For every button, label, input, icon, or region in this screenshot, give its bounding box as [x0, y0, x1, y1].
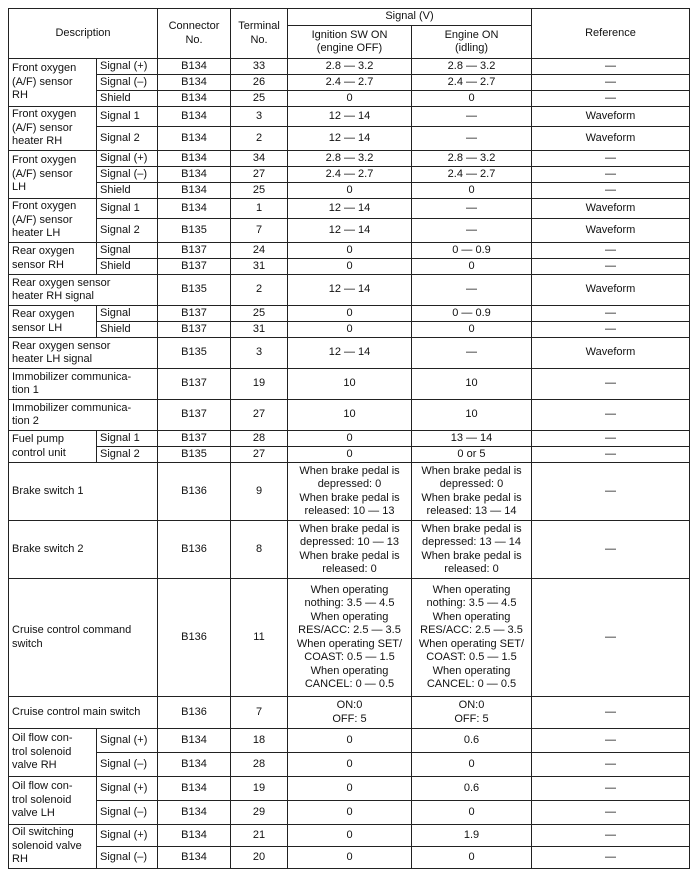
engine-value-cell: —	[412, 275, 532, 306]
table-row	[9, 259, 690, 275]
table-row	[9, 199, 690, 219]
row-description: Immobilizer communica- tion 2	[9, 400, 158, 431]
connector-cell: B134	[158, 183, 231, 199]
terminal-cell: 33	[231, 59, 288, 75]
connector-cell: B136	[158, 579, 231, 697]
engine-value-cell: 0	[412, 847, 532, 869]
ignition-value-cell: 12 — 14	[288, 107, 412, 127]
ignition-value-cell: 12 — 14	[288, 275, 412, 306]
header-ignition: Ignition SW ON (engine OFF)	[288, 26, 412, 59]
terminal-cell: 18	[231, 729, 288, 753]
reference-cell: —	[532, 777, 690, 801]
table-row	[9, 521, 690, 579]
terminal-cell: 20	[231, 847, 288, 869]
table-row	[9, 847, 690, 869]
terminal-cell: 27	[231, 447, 288, 463]
table-row	[9, 306, 690, 322]
ignition-value-cell: 0	[288, 753, 412, 777]
connector-cell: B137	[158, 431, 231, 447]
reference-cell: Waveform	[532, 338, 690, 369]
terminal-cell: 28	[231, 431, 288, 447]
engine-value-cell: 2.8 — 3.2	[412, 151, 532, 167]
ignition-value-cell: 12 — 14	[288, 127, 412, 151]
table-row	[9, 243, 690, 259]
ignition-value-cell: 0	[288, 801, 412, 825]
connector-cell: B134	[158, 753, 231, 777]
row-description: Brake switch 1	[9, 463, 158, 521]
connector-cell: B134	[158, 199, 231, 219]
row-description: Front oxygen (A/F) sensor heater LH	[9, 199, 97, 243]
table-row	[9, 579, 690, 697]
terminal-cell: 19	[231, 777, 288, 801]
row-description: Oil flow con- trol solenoid valve RH	[9, 729, 97, 777]
reference-cell: —	[532, 369, 690, 400]
connector-cell: B135	[158, 447, 231, 463]
ignition-value-cell: 12 — 14	[288, 338, 412, 369]
row-sub-signal: Signal (–)	[97, 801, 158, 825]
reference-cell: —	[532, 259, 690, 275]
connector-cell: B137	[158, 369, 231, 400]
row-description: Rear oxygen sensor heater RH signal	[9, 275, 158, 306]
engine-value-cell: 0	[412, 753, 532, 777]
table-body	[9, 59, 690, 869]
reference-cell: —	[532, 825, 690, 847]
row-sub-signal: Shield	[97, 322, 158, 338]
reference-cell: —	[532, 322, 690, 338]
terminal-cell: 31	[231, 259, 288, 275]
row-sub-signal: Signal 1	[97, 199, 158, 219]
reference-cell: —	[532, 75, 690, 91]
engine-value-cell: 0 — 0.9	[412, 243, 532, 259]
reference-cell: Waveform	[532, 275, 690, 306]
row-description: Brake switch 2	[9, 521, 158, 579]
reference-cell: —	[532, 729, 690, 753]
header-description: Description	[9, 9, 158, 59]
engine-value-cell: When operating nothing: 3.5 — 4.5 When operating RES/ACC: 2.5 — 3.5 When operating SET/ COAST: 0.5 — 1.5 When operating CANCEL: 0 — 0.5	[412, 579, 532, 697]
table-row	[9, 338, 690, 369]
reference-cell: —	[532, 91, 690, 107]
terminal-cell: 3	[231, 338, 288, 369]
row-description: Cruise control main switch	[9, 697, 158, 729]
reference-cell: —	[532, 431, 690, 447]
row-sub-signal: Shield	[97, 259, 158, 275]
ignition-value-cell: 2.8 — 3.2	[288, 151, 412, 167]
connector-cell: B134	[158, 91, 231, 107]
engine-value-cell: —	[412, 107, 532, 127]
ignition-value-cell: 0	[288, 729, 412, 753]
table-row	[9, 400, 690, 431]
row-sub-signal: Signal (+)	[97, 825, 158, 847]
connector-cell: B134	[158, 167, 231, 183]
table-row	[9, 127, 690, 151]
reference-cell: —	[532, 167, 690, 183]
reference-cell: —	[532, 306, 690, 322]
ignition-value-cell: 12 — 14	[288, 219, 412, 243]
row-sub-signal: Signal (–)	[97, 75, 158, 91]
engine-value-cell: 0.6	[412, 729, 532, 753]
terminal-cell: 24	[231, 243, 288, 259]
engine-value-cell: 1.9	[412, 825, 532, 847]
ignition-value-cell: 0	[288, 447, 412, 463]
table-row	[9, 183, 690, 199]
connector-cell: B134	[158, 107, 231, 127]
row-sub-signal: Signal 2	[97, 447, 158, 463]
terminal-cell: 27	[231, 400, 288, 431]
row-sub-signal: Signal (–)	[97, 167, 158, 183]
ignition-value-cell: When operating nothing: 3.5 — 4.5 When operating RES/ACC: 2.5 — 3.5 When operating SET/ COAST: 0.5 — 1.5 When operating CANCEL: 0 — 0.5	[288, 579, 412, 697]
table-row	[9, 167, 690, 183]
terminal-cell: 3	[231, 107, 288, 127]
row-sub-signal: Signal	[97, 306, 158, 322]
header-engine: Engine ON (idling)	[412, 26, 532, 59]
engine-value-cell: When brake pedal is depressed: 0 When brake pedal is released: 13 — 14	[412, 463, 532, 521]
engine-value-cell: ON:0 OFF: 5	[412, 697, 532, 729]
engine-value-cell: 2.4 — 2.7	[412, 167, 532, 183]
connector-cell: B134	[158, 59, 231, 75]
row-sub-signal: Shield	[97, 91, 158, 107]
table-row	[9, 753, 690, 777]
ignition-value-cell: 0	[288, 777, 412, 801]
reference-cell: —	[532, 847, 690, 869]
terminal-cell: 25	[231, 306, 288, 322]
terminal-cell: 19	[231, 369, 288, 400]
row-sub-signal: Signal	[97, 243, 158, 259]
ignition-value-cell: 0	[288, 847, 412, 869]
row-description: Rear oxygen sensor LH	[9, 306, 97, 338]
table-row	[9, 91, 690, 107]
table-row	[9, 801, 690, 825]
terminal-cell: 31	[231, 322, 288, 338]
connector-cell: B134	[158, 729, 231, 753]
row-description: Front oxygen (A/F) sensor heater RH	[9, 107, 97, 151]
ignition-value-cell: 0	[288, 259, 412, 275]
ignition-value-cell: 0	[288, 825, 412, 847]
terminal-cell: 9	[231, 463, 288, 521]
ignition-value-cell: 2.8 — 3.2	[288, 59, 412, 75]
reference-cell: —	[532, 801, 690, 825]
row-description: Front oxygen (A/F) sensor LH	[9, 151, 97, 199]
table-row	[9, 75, 690, 91]
header-reference: Reference	[532, 9, 690, 59]
connector-cell: B137	[158, 322, 231, 338]
ignition-value-cell: 10	[288, 369, 412, 400]
row-description: Oil switching solenoid valve RH	[9, 825, 97, 869]
terminal-cell: 26	[231, 75, 288, 91]
row-sub-signal: Shield	[97, 183, 158, 199]
row-description: Cruise control command switch	[9, 579, 158, 697]
table-row	[9, 463, 690, 521]
reference-cell: —	[532, 697, 690, 729]
ignition-value-cell: ON:0 OFF: 5	[288, 697, 412, 729]
ignition-value-cell: 0	[288, 431, 412, 447]
row-description: Fuel pump control unit	[9, 431, 97, 463]
table-row	[9, 275, 690, 306]
row-sub-signal: Signal (–)	[97, 847, 158, 869]
reference-cell: —	[532, 579, 690, 697]
table-row	[9, 447, 690, 463]
header-connector: Connector No.	[158, 9, 231, 59]
row-description: Rear oxygen sensor RH	[9, 243, 97, 275]
engine-value-cell: —	[412, 219, 532, 243]
connector-cell: B134	[158, 801, 231, 825]
reference-cell: Waveform	[532, 219, 690, 243]
engine-value-cell: 0 — 0.9	[412, 306, 532, 322]
reference-cell: —	[532, 753, 690, 777]
row-sub-signal: Signal (+)	[97, 777, 158, 801]
engine-value-cell: 13 — 14	[412, 431, 532, 447]
ignition-value-cell: 2.4 — 2.7	[288, 167, 412, 183]
terminal-cell: 25	[231, 91, 288, 107]
connector-cell: B136	[158, 697, 231, 729]
reference-cell: —	[532, 521, 690, 579]
table-row	[9, 431, 690, 447]
reference-cell: —	[532, 447, 690, 463]
engine-value-cell: 0	[412, 801, 532, 825]
terminal-cell: 11	[231, 579, 288, 697]
table-row	[9, 151, 690, 167]
reference-cell: —	[532, 400, 690, 431]
table-header	[9, 9, 690, 59]
engine-value-cell: 10	[412, 369, 532, 400]
row-sub-signal: Signal 2	[97, 127, 158, 151]
ignition-value-cell: 0	[288, 306, 412, 322]
reference-cell: Waveform	[532, 127, 690, 151]
terminal-cell: 2	[231, 127, 288, 151]
table-row	[9, 729, 690, 753]
row-sub-signal: Signal 2	[97, 219, 158, 243]
reference-cell: —	[532, 243, 690, 259]
connector-cell: B137	[158, 400, 231, 431]
reference-cell: Waveform	[532, 199, 690, 219]
row-description: Rear oxygen sensor heater LH signal	[9, 338, 158, 369]
table-row	[9, 59, 690, 75]
header-signal: Signal (V)	[288, 9, 532, 26]
signal-table	[8, 8, 690, 869]
connector-cell: B136	[158, 521, 231, 579]
table-row	[9, 697, 690, 729]
connector-cell: B134	[158, 825, 231, 847]
table-row	[9, 777, 690, 801]
engine-value-cell: 0.6	[412, 777, 532, 801]
engine-value-cell: 2.4 — 2.7	[412, 75, 532, 91]
terminal-cell: 1	[231, 199, 288, 219]
table-row	[9, 825, 690, 847]
row-description: Oil flow con- trol solenoid valve LH	[9, 777, 97, 825]
terminal-cell: 2	[231, 275, 288, 306]
row-sub-signal: Signal (+)	[97, 151, 158, 167]
terminal-cell: 21	[231, 825, 288, 847]
table-row	[9, 369, 690, 400]
engine-value-cell: —	[412, 338, 532, 369]
row-sub-signal: Signal (–)	[97, 753, 158, 777]
connector-cell: B134	[158, 127, 231, 151]
row-sub-signal: Signal (+)	[97, 729, 158, 753]
engine-value-cell: —	[412, 199, 532, 219]
row-sub-signal: Signal 1	[97, 431, 158, 447]
ignition-value-cell: 2.4 — 2.7	[288, 75, 412, 91]
engine-value-cell: 0	[412, 91, 532, 107]
ignition-value-cell: 10	[288, 400, 412, 431]
table-row	[9, 322, 690, 338]
connector-cell: B137	[158, 306, 231, 322]
terminal-cell: 7	[231, 219, 288, 243]
reference-cell: —	[532, 59, 690, 75]
connector-cell: B134	[158, 777, 231, 801]
engine-value-cell: 0	[412, 322, 532, 338]
terminal-cell: 7	[231, 697, 288, 729]
terminal-cell: 28	[231, 753, 288, 777]
reference-cell: —	[532, 463, 690, 521]
table-row	[9, 219, 690, 243]
reference-cell: —	[532, 183, 690, 199]
connector-cell: B136	[158, 463, 231, 521]
connector-cell: B134	[158, 75, 231, 91]
terminal-cell: 27	[231, 167, 288, 183]
engine-value-cell: 0 or 5	[412, 447, 532, 463]
ignition-value-cell: 0	[288, 91, 412, 107]
row-description: Immobilizer communica- tion 1	[9, 369, 158, 400]
row-sub-signal: Signal (+)	[97, 59, 158, 75]
terminal-cell: 8	[231, 521, 288, 579]
row-description: Front oxygen (A/F) sensor RH	[9, 59, 97, 107]
engine-value-cell: 10	[412, 400, 532, 431]
engine-value-cell: 0	[412, 183, 532, 199]
ignition-value-cell: When brake pedal is depressed: 10 — 13 When brake pedal is released: 0	[288, 521, 412, 579]
table-row	[9, 107, 690, 127]
ignition-value-cell: 0	[288, 322, 412, 338]
reference-cell: Waveform	[532, 107, 690, 127]
header-terminal: Terminal No.	[231, 9, 288, 59]
row-sub-signal: Signal 1	[97, 107, 158, 127]
terminal-cell: 25	[231, 183, 288, 199]
engine-value-cell: 2.8 — 3.2	[412, 59, 532, 75]
connector-cell: B137	[158, 243, 231, 259]
engine-value-cell: —	[412, 127, 532, 151]
ignition-value-cell: 0	[288, 183, 412, 199]
connector-cell: B134	[158, 151, 231, 167]
reference-cell: —	[532, 151, 690, 167]
ignition-value-cell: 0	[288, 243, 412, 259]
ignition-value-cell: When brake pedal is depressed: 0 When brake pedal is released: 10 — 13	[288, 463, 412, 521]
engine-value-cell: 0	[412, 259, 532, 275]
terminal-cell: 34	[231, 151, 288, 167]
engine-value-cell: When brake pedal is depressed: 13 — 14 When brake pedal is released: 0	[412, 521, 532, 579]
connector-cell: B137	[158, 259, 231, 275]
connector-cell: B134	[158, 847, 231, 869]
terminal-cell: 29	[231, 801, 288, 825]
connector-cell: B135	[158, 338, 231, 369]
ignition-value-cell: 12 — 14	[288, 199, 412, 219]
connector-cell: B135	[158, 219, 231, 243]
connector-cell: B135	[158, 275, 231, 306]
